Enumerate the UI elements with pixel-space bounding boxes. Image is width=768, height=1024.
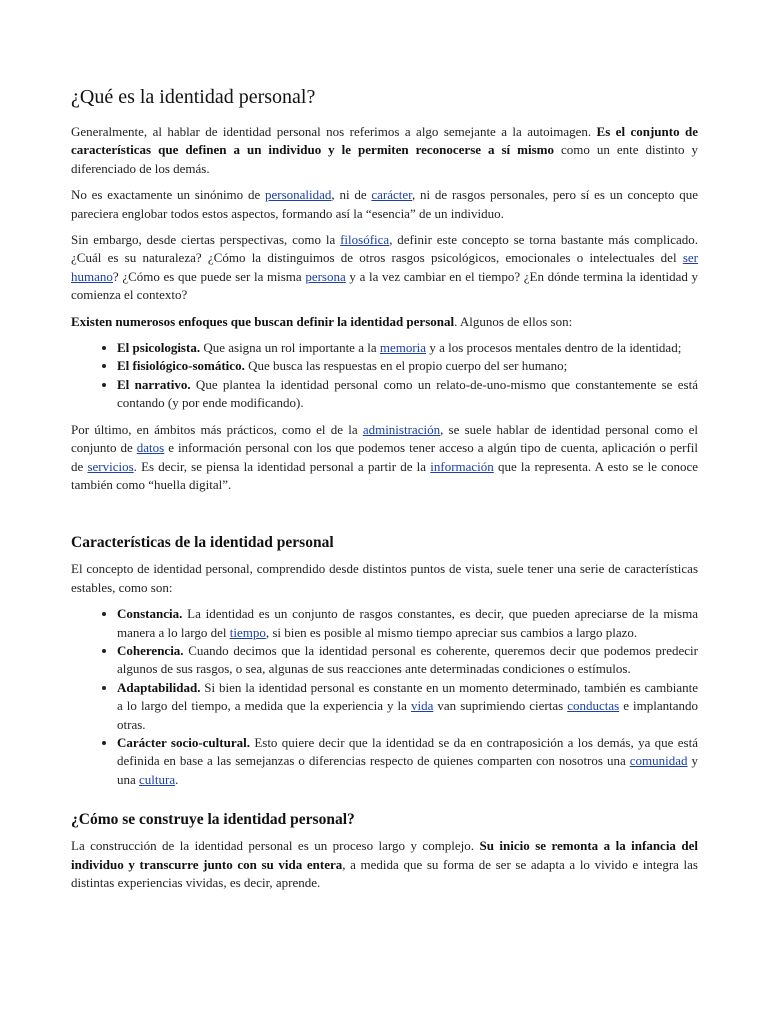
spacer [71,797,698,811]
link-datos[interactable]: datos [136,440,165,456]
section-heading-construccion: ¿Cómo se construye la identidad personal? [71,811,355,829]
link-vida[interactable]: vida [410,698,434,714]
link-memoria[interactable]: memoria [379,340,427,356]
link-cultura[interactable]: cultura [139,771,176,787]
closing-paragraph: Por último, en ámbitos más prácticos, como el de la administración, se suele hablar de identidad personal como el conjunto de datos e información personal con los que podemos tener acceso a algún tipo de cuenta, aplicación o perfil de servicios. Es decir, se piensa la identidad personal a partir de la información que la representa. A esto se le conoce también como “huella digital”. [71,421,698,492]
approaches-list [71,339,698,413]
spacer [71,502,698,534]
list-item: • El fisiológico-somático. Que busca las respuestas en el propio cuerpo del ser humano; [117,357,698,375]
page-title: ¿Qué es la identidad personal? [71,86,316,108]
intro-paragraph-3: Sin embargo, desde ciertas perspectivas, como la filosófica, definir este concepto se torna bastante más complicado. ¿Cuál es su naturaleza? ¿Cómo la distinguimos de otros rasgos psicológicos, emocionales o intelectuales del ser humano? ¿Cómo es que puede ser la misma persona y a la vez cambiar en el tiempo? ¿En dónde termina la identidad y comienza el contexto? [71,232,698,303]
link-administracion[interactable]: administración [362,421,441,437]
definition-bold: Es el conjunto de características que definen a un individuo y le permiten reconocerse a sí mismo [71,124,698,158]
link-comunidad[interactable]: comunidad [629,753,688,769]
list-item: • Adaptabilidad. Si bien la identidad personal es constante en un momento determinado, también es cambiante a lo largo del tiempo, a medida que la experiencia y la vida van suprimiendo ciertas conductas e implantando otras. [117,679,698,734]
section2-intro: El concepto de identidad personal, comprendido desde distintos puntos de vista, suele tener una serie de características estables, como son: [71,561,698,595]
link-filosofica[interactable]: filosófica [340,232,390,248]
intro-paragraph-2: No es exactamente un sinónimo de personalidad, ni de carácter, ni de rasgos personales, pero sí es un concepto que pareciera englobar todos estos aspectos, formando así la “esencia” de un individuo. [71,187,699,221]
link-personalidad[interactable]: personalidad [265,187,332,203]
characteristics-list [71,605,698,789]
list-item: • Constancia. La identidad es un conjunto de rasgos constantes, es decir, que pueden apreciarse de la misma manera a lo largo del tiempo, si bien es posible al mismo tiempo apreciar sus cambios a largo plazo. [117,605,698,642]
list-item: • Carácter socio-cultural. Esto quiere decir que la identidad se da en contraposición a los demás, ya que está definida en base a las semejanzas o diferencias respecto de quienes comparten con nosotros una comunidad y una cultura. [117,734,698,789]
link-informacion[interactable]: información [430,458,494,474]
link-caracter[interactable]: carácter [371,187,412,203]
link-conductas[interactable]: conductas [567,698,620,714]
document-page [71,86,698,900]
link-servicios[interactable]: servicios [87,458,134,474]
list-item: • El psicologista. Que asigna un rol importante a la memoria y a los procesos mentales dentro de la identidad; [117,339,698,357]
intro-paragraph-1: Generalmente, al hablar de identidad personal nos referimos a algo semejante a la autoimagen. Es el conjunto de características que definen a un individuo y le permiten reconocerse a sí mismo como un ente distinto y diferenciado de los demás. [71,124,698,176]
link-tiempo[interactable]: tiempo [229,624,266,640]
section3-paragraph: La construcción de la identidad personal es un proceso largo y complejo. Su inicio se remonta a la infancia del individuo y transcurre junto con su vida entera, a medida que su forma de ser se adapta a lo vivido e integra las distintas experiencias vividas, es decir, aprende. [71,838,698,890]
list-item: • El narrativo. Que plantea la identidad personal como un relato-de-uno-mismo que constantemente se está contando (y por ende modificando). [117,376,698,413]
intro-paragraph-4: Existen numerosos enfoques que buscan definir la identidad personal. Algunos de ellos son: [71,313,573,329]
section-heading-caracteristicas: Características de la identidad personal [71,534,334,552]
link-persona[interactable]: persona [305,268,346,284]
list-item: • Coherencia. Cuando decimos que la identidad personal es coherente, queremos decir que podemos predecir algunos de sus rasgos, o sea, algunas de sus reacciones ante determinadas condiciones o estímulos. [117,642,698,679]
link-ser-humano[interactable]: ser humano [71,250,698,284]
